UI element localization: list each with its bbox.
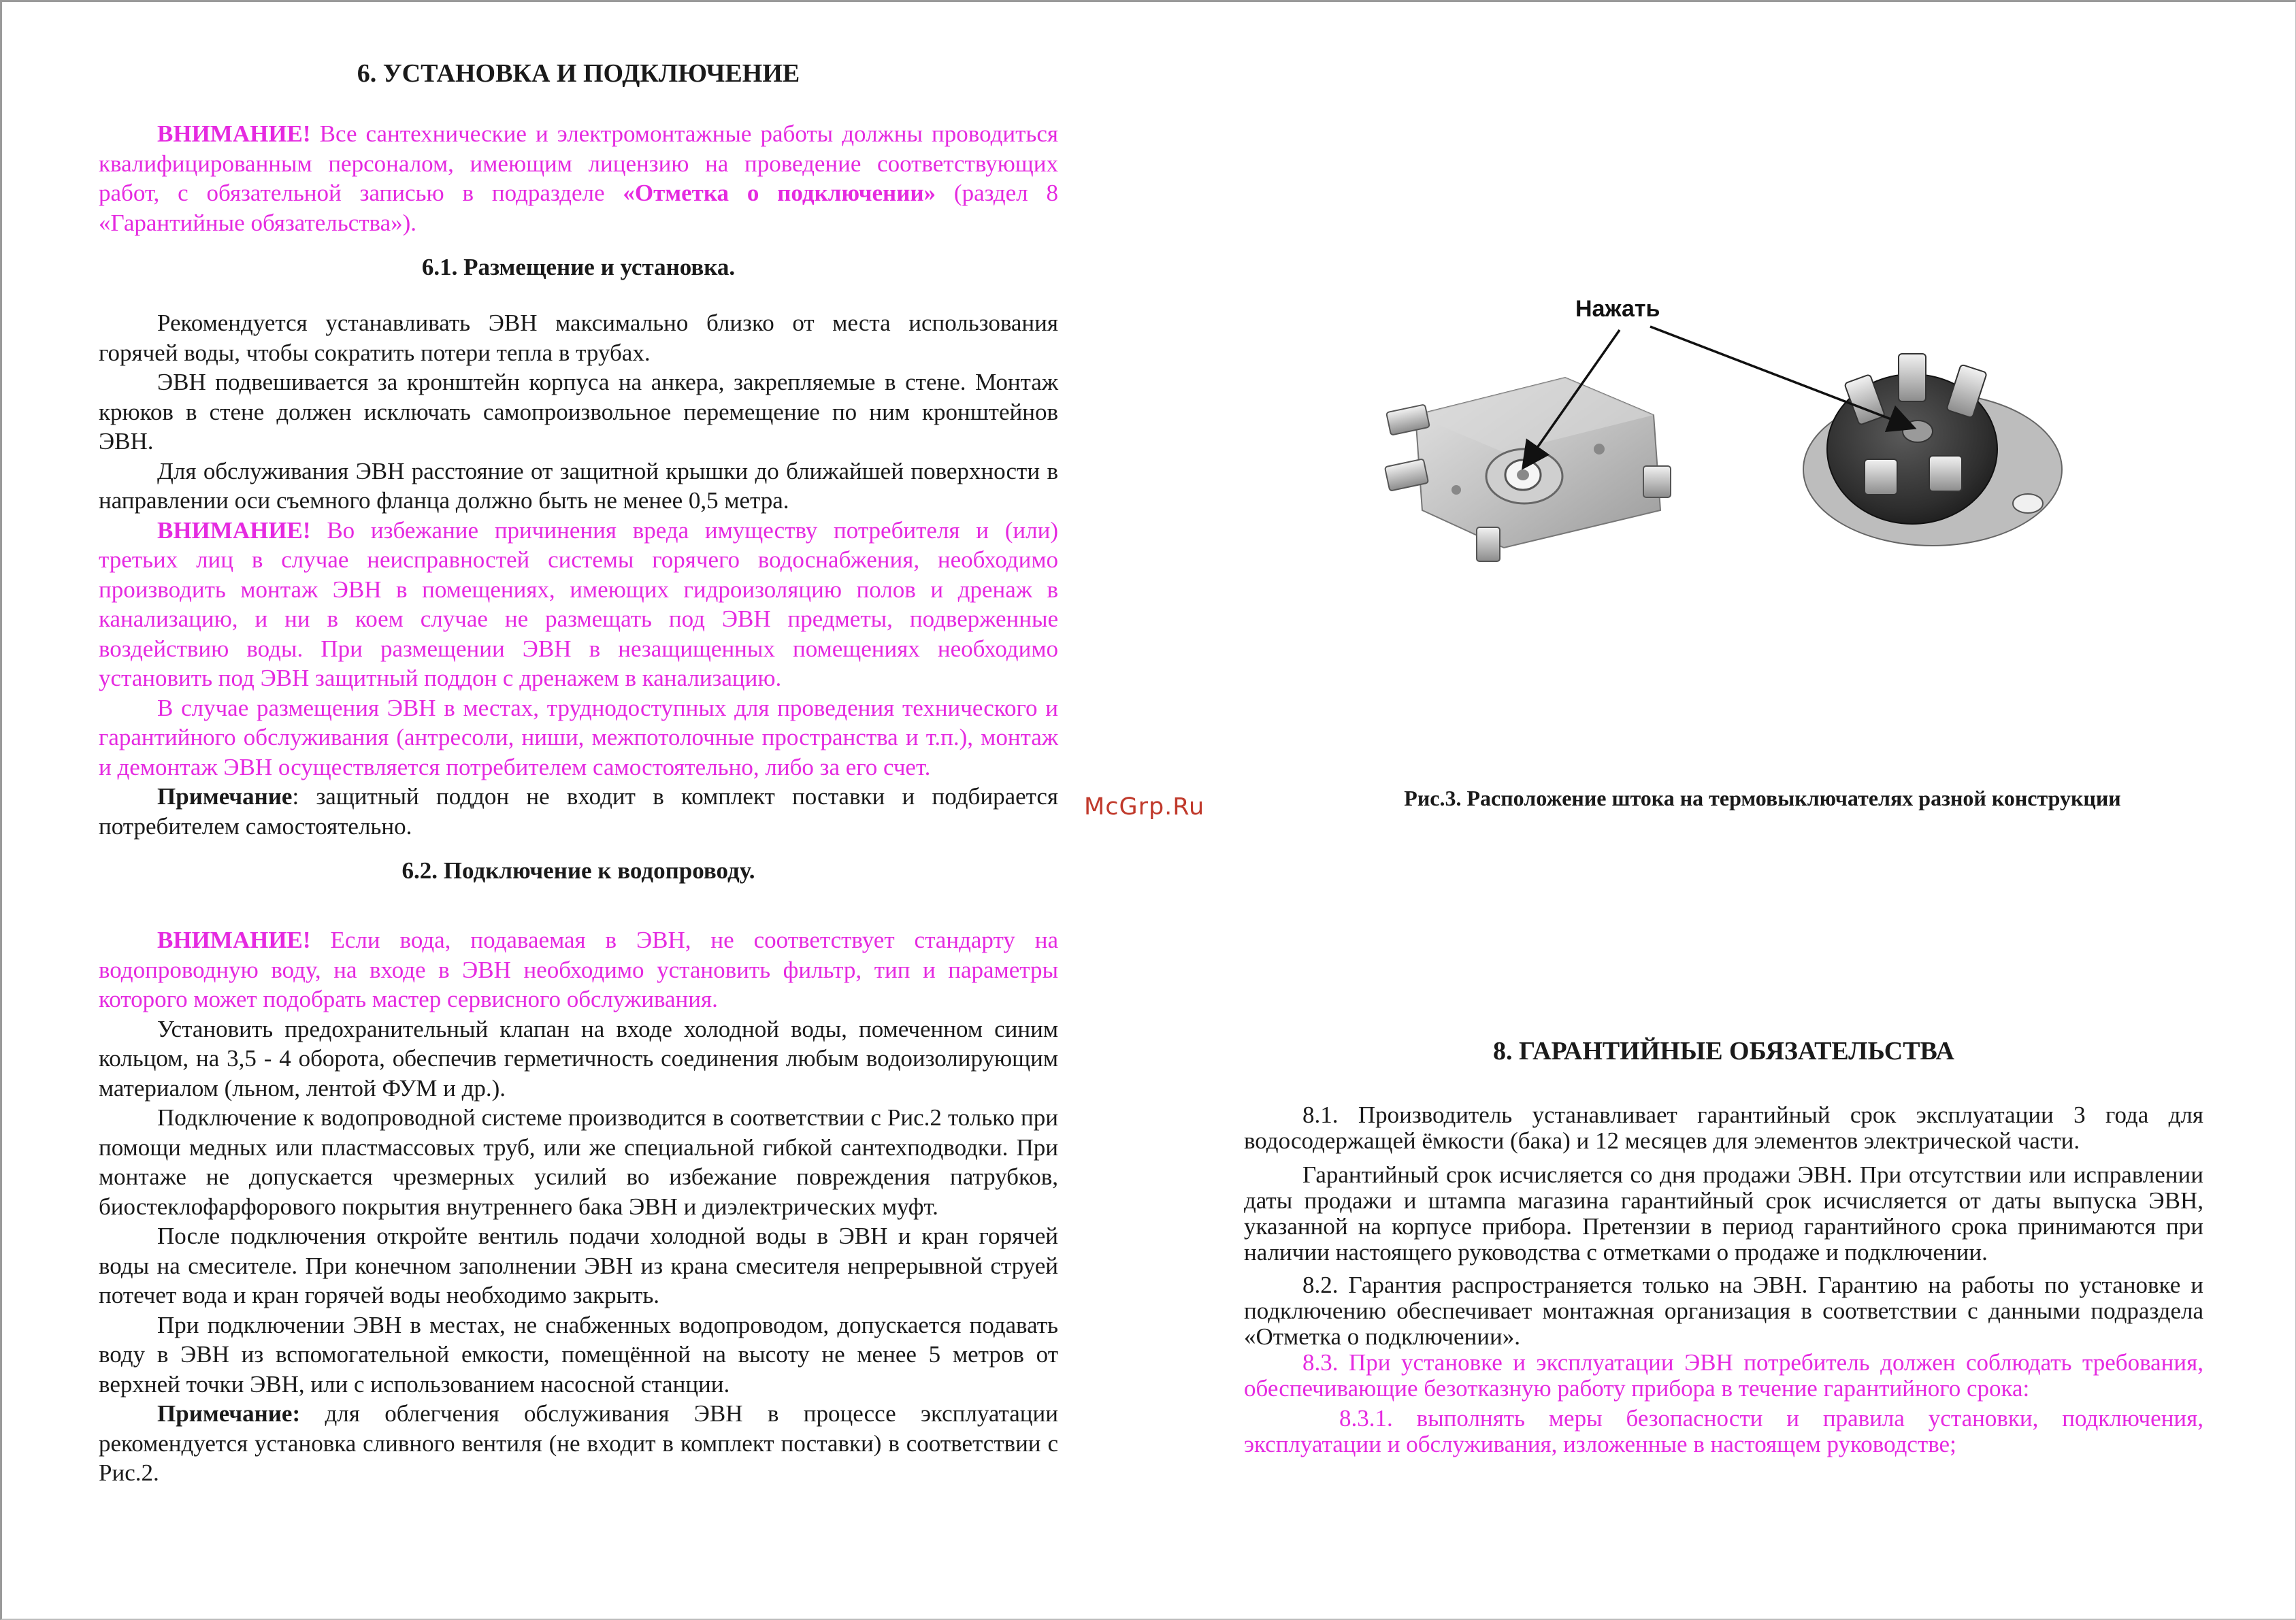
paragraph: Установить предохранительный клапан на входе холодной воды, помеченном синим кольцом, на 3,5 - 4 оборота, обеспечив герметичность соединения любым водоизолирующим материалом (льном, лентой ФУМ и др.). [99,1015,1058,1102]
left-column [99,58,1058,1488]
paragraph: При подключении ЭВН в местах, не снабженных водопроводом, допускается подавать воду в ЭВН из вспомогательной емкости, помещённой на высоту не менее 5 метров от верхней точки ЭВН, или с использованием насосной станции. [99,1311,1058,1398]
press-label: Нажать [1575,296,1660,322]
warning-paragraph: 8.3. При установке и эксплуатации ЭВН потребитель должен соблюдать требования, обеспечивающие безотказную работу прибора в течение гарантийного срока: [1244,1349,2203,1402]
subsection-6-2-title: 6.2. Подключение к водопроводу. [401,857,755,884]
warning-paragraph: ВНИМАНИЕ! Во избежание причинения вреда имуществу потребителя и (или) третьих лиц в случае неисправностей системы горячего водоснабжения, необходимо производить монтаж ЭВН в помещениях, имеющих гидроизоляцию полов и дренаж в канализацию, и ни в коем случае не размещать под ЭВН предметы, подверженные воздействию воды. При размещении ЭВН в незащищенных помещениях необходимо установить под ЭВН защитный поддон с дренажем в канализацию. [99,516,1058,691]
thermostat-photo [1375,286,2103,585]
intro-warning: ВНИМАНИЕ! Все сантехнические и электромонтажные работы должны проводиться квалифицированным персоналом, имеющим лицензию на проведение соответствующих работ, с обязательной записью в подразделе «Отметка о подключении» (раздел 8 «Гарантийные обязательства»). [99,120,1058,236]
paragraph: Подключение к водопроводной системе производится в соответствии с Рис.2 только при помощи медных или пластмассовых труб, или же специальной гибкой сантехподводки. При монтаже не допускается чрезмерных усилий во избежание повреждения патрубков, биостеклофарфорового покрытия внутреннего бака ЭВН и диэлектрических муфт. [99,1104,1058,1220]
note-paragraph: Примечание: для облегчения обслуживания ЭВН в процессе эксплуатации рекомендуется установка сливного вентиля (не входит в комплект поставки) в соответствии с Рис.2. [99,1400,1058,1486]
right-column [1244,1036,2203,1457]
warning-paragraph: 8.3.1. выполнять меры безопасности и правила установки, подключения, эксплуатации и обслуживания, изложенные в настоящем руководстве; [1244,1405,2203,1457]
note-paragraph: Примечание: защитный поддон не входит в комплект поставки и подбирается потребителем самостоятельно. [99,783,1058,840]
disc-thermostat [1803,354,2062,546]
section-6-title: 6. УСТАНОВКА И ПОДКЛЮЧЕНИЕ [357,59,800,88]
watermark: McGrp.Ru [1084,793,1205,821]
paragraph: Гарантийный срок исчисляется со дня продажи ЭВН. При отсутствии или исправлении даты продажи и штампа магазина гарантийный срок исчисляется от даты выпуска ЭВН, указанной на корпусе прибора. Претензии в период гарантийного срока принимаются при наличии настоящего руководства с отметками о продаже и подключении. [1244,1161,2203,1266]
warning-paragraph: В случае размещения ЭВН в местах, труднодоступных для проведения технического и гарантийного обслуживания (антресоли, ниши, межпотолочные пространства и т.п.), монтаж и демонтаж ЭВН осуществляется потребителем самостоятельно, либо за его счет. [99,694,1058,780]
paragraph: После подключения откройте вентиль подачи холодной воды в ЭВН и кран горячей воды на смесителе. При конечном заполнении ЭВН из крана смесителя непрерывной струей потечет вода и кран горячей воды необходимо закрыть. [99,1223,1058,1308]
paragraph: Рекомендуется устанавливать ЭВН максимально близко от места использования горячей воды, чтобы сократить потери тепла в трубах. [99,310,1058,366]
paragraph: 8.2. Гарантия распространяется только на ЭВН. Гарантию на работы по установке и подключению обеспечивает монтажная организация в соответствии с данными подраздела «Отметка о подключении». [1244,1272,2203,1350]
section-8-title: 8. ГАРАНТИЙНЫЕ ОБЯЗАТЕЛЬСТВА [1493,1037,1954,1065]
figure-caption: Рис.3. Расположение штока на термовыключателях разной конструкции [1404,786,2121,810]
paragraph: Для обслуживания ЭВН расстояние от защитной крышки до ближайшей поверхности в направлении оси съемного фланца должно быть не менее 0,5 метра. [99,457,1058,514]
subsection-6-1-title: 6.1. Размещение и установка. [421,254,736,280]
paragraph: 8.1. Производитель устанавливает гарантийный срок эксплуатации 3 года для водосодержащей ёмкости (бака) и 12 месяцев для элементов электрической части. [1244,1102,2203,1154]
paragraph: ЭВН подвешивается за кронштейн корпуса на анкера, закрепляемые в стене. Монтаж крюков в стене должен исключать самопроизвольное перемещение по ним кронштейнов ЭВН. [99,369,1058,454]
warning-paragraph: ВНИМАНИЕ! Если вода, подаваемая в ЭВН, не соответствует стандарту на водопроводную воду, на входе в ЭВН необходимо установить фильтр, тип и параметры которого может подобрать мастер сервисного обслуживания. [99,927,1058,1012]
warning-label: ВНИМАНИЕ! [157,120,311,147]
rod-thermostat [1385,378,1671,561]
